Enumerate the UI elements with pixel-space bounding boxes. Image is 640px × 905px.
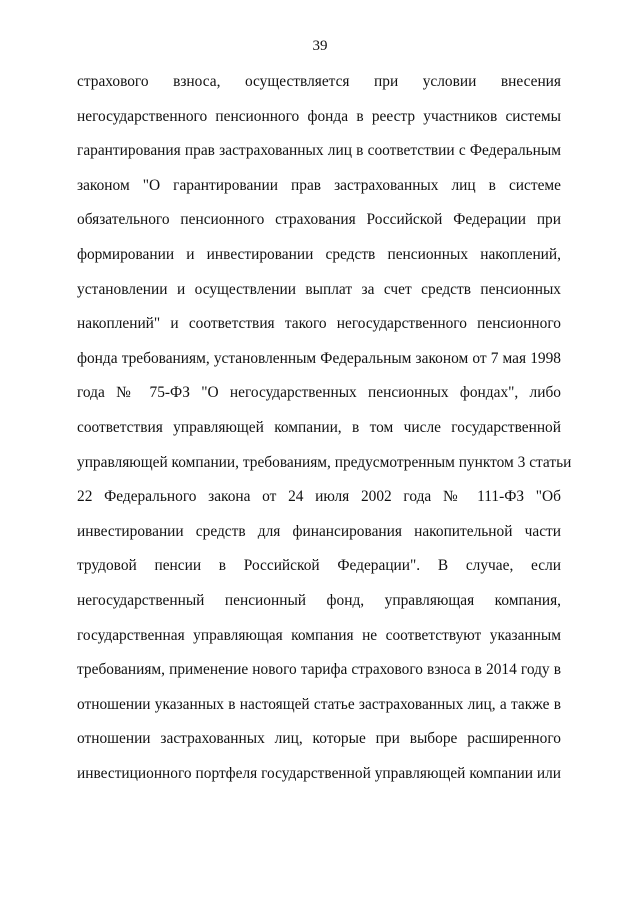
text-line: накоплений" и соответствия такого негосударственного пенсионного — [77, 315, 561, 333]
text-line: законом "О гарантировании прав застрахованных лиц в системе — [77, 176, 561, 194]
text-line: трудовой пенсии в Российской Федерации". В случае, если — [77, 557, 561, 575]
text-line: государственная управляющая компания не соответствуют указанным — [77, 626, 561, 644]
body-text — [77, 71, 572, 797]
text-line: управляющей компании, требованиям, предусмотренным пунктом 3 статьи — [77, 453, 572, 471]
page-number: 39 — [312, 38, 328, 54]
text-line: гарантирования прав застрахованных лиц в соответствии с Федеральным — [77, 142, 561, 160]
text-line: негосударственный пенсионный фонд, управляющая компания, — [77, 591, 561, 609]
text-line: 22 Федерального закона от 24 июля 2002 года № 111-ФЗ "Об — [77, 488, 561, 506]
text-line: фонда требованиям, установленным Федеральным законом от 7 мая 1998 — [77, 349, 561, 367]
text-line: установлении и осуществлении выплат за счет средств пенсионных — [77, 280, 561, 298]
text-line: обязательного пенсионного страхования Российской Федерации при — [77, 211, 561, 229]
text-line: инвестиционного портфеля государственной управляющей компании или — [77, 764, 561, 782]
text-line: отношении указанных в настоящей статье застрахованных лиц, а также в — [77, 695, 561, 713]
text-line: соответствия управляющей компании, в том числе государственной — [77, 418, 561, 436]
text-line: отношении застрахованных лиц, которые при выборе расширенного — [77, 730, 561, 748]
text-line: требованиям, применение нового тарифа страхового взноса в 2014 году в — [77, 661, 561, 679]
text-line: формировании и инвестировании средств пенсионных накоплений, — [77, 245, 561, 263]
text-line: негосударственного пенсионного фонда в реестр участников системы — [77, 107, 561, 125]
text-line: года № 75-ФЗ "О негосударственных пенсионных фондах", либо — [77, 384, 561, 402]
text-line: страхового взноса, осуществляется при условии внесения — [77, 73, 561, 90]
text-line: инвестировании средств для финансирования накопительной части — [77, 522, 561, 540]
